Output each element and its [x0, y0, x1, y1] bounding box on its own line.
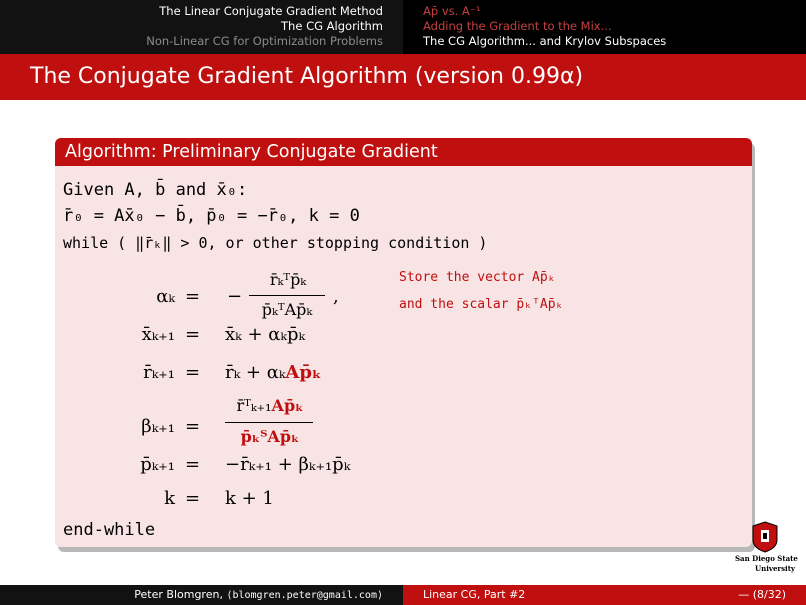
alpha-comma: ,: [333, 286, 339, 307]
r-update-part-a: r̄ₖ + αₖ: [225, 362, 286, 383]
nav-section-nonlinear-cg[interactable]: Non-Linear CG for Optimization Problems: [146, 34, 383, 48]
slide-title: The Conjugate Gradient Algorithm (version 0.99α): [30, 64, 584, 89]
nav-section-cg-algorithm[interactable]: The CG Algorithm: [281, 19, 383, 33]
equals-alpha: =: [185, 286, 201, 307]
given-line: Given A, b̄ and x̄₀:: [63, 180, 248, 200]
while-line: while ( ‖r̄ₖ‖ > 0, or other stopping condition ): [63, 234, 488, 252]
sdsu-shield-icon: [735, 520, 795, 554]
r-update-highlight: Ap̄ₖ: [285, 362, 322, 383]
beta-numerator-highlight: Ap̄ₖ: [271, 396, 304, 415]
note-store-scalar: and the scalar p̄ₖᵀAp̄ₖ: [399, 297, 564, 312]
algorithm-block: [55, 138, 752, 547]
beta-numerator: [227, 396, 313, 415]
lhs-alpha: αₖ: [156, 286, 175, 307]
alpha-denominator: p̄ₖᵀAp̄ₖ: [261, 300, 313, 319]
header-navigation: [0, 0, 806, 54]
r-update-expression: [225, 362, 321, 383]
logo-text-line1: San Diego State: [735, 554, 798, 563]
alpha-numerator: r̄ₖᵀp̄ₖ: [269, 270, 307, 289]
init-line: r̄₀ = Ax̄₀ − b̄, p̄₀ = −r̄₀, k = 0: [63, 206, 360, 226]
algorithm-block-title: Algorithm: Preliminary Conjugate Gradient: [65, 142, 438, 162]
nav-subsection-krylov[interactable]: The CG Algorithm... and Krylov Subspaces: [423, 34, 667, 48]
equals-x: =: [185, 324, 201, 345]
nav-subsection-adding-gradient[interactable]: Adding the Gradient to the Mix...: [423, 19, 612, 33]
logo-text-line2: University: [755, 564, 795, 573]
footer: [0, 585, 806, 605]
alpha-minus-sign: −: [227, 286, 243, 307]
footer-author-name: Peter Blomgren,: [134, 588, 223, 601]
lhs-beta: βₖ₊₁: [141, 416, 175, 437]
note-store-vector: Store the vector Ap̄ₖ: [399, 270, 556, 285]
university-logo: [735, 520, 798, 576]
nav-section-linear-cg[interactable]: The Linear Conjugate Gradient Method: [159, 4, 383, 18]
equals-p: =: [185, 454, 201, 475]
footer-author: [134, 588, 383, 601]
lhs-r: r̄ₖ₊₁: [143, 362, 175, 383]
slide-title-bar: [0, 54, 806, 100]
nav-subsection-ap-vs-ainv[interactable]: Ap̄ vs. A⁻¹: [423, 4, 481, 18]
beta-denominator: p̄ₖᵀAp̄ₖ: [240, 427, 300, 446]
lhs-p: p̄ₖ₊₁: [140, 454, 175, 475]
footer-left: [0, 585, 403, 605]
end-while-line: end-while: [63, 520, 156, 540]
equals-r: =: [185, 362, 201, 383]
footer-part-title: Linear CG, Part #2: [423, 588, 526, 601]
alpha-fraction-bar: [249, 295, 325, 296]
lhs-x: x̄ₖ₊₁: [141, 324, 175, 345]
section-nav: [0, 0, 403, 54]
equals-k: =: [185, 488, 201, 509]
subsection-nav: [403, 0, 806, 54]
footer-author-email[interactable]: ⟨blomgren.peter@gmail.com⟩: [226, 590, 383, 601]
footer-right: [403, 585, 806, 605]
x-update-expression: x̄ₖ + αₖp̄ₖ: [225, 324, 306, 345]
algorithm-block-header: [55, 138, 752, 166]
p-update-expression: −r̄ₖ₊₁ + βₖ₊₁p̄ₖ: [225, 454, 351, 475]
equals-beta: =: [185, 416, 201, 437]
beta-numerator-part-a: r̄ᵀₖ₊₁: [236, 396, 272, 415]
footer-page-number: — (8/32): [738, 588, 786, 601]
k-update-expression: k + 1: [225, 488, 274, 509]
lhs-k: k: [164, 488, 175, 509]
beta-fraction-bar: [225, 422, 313, 423]
